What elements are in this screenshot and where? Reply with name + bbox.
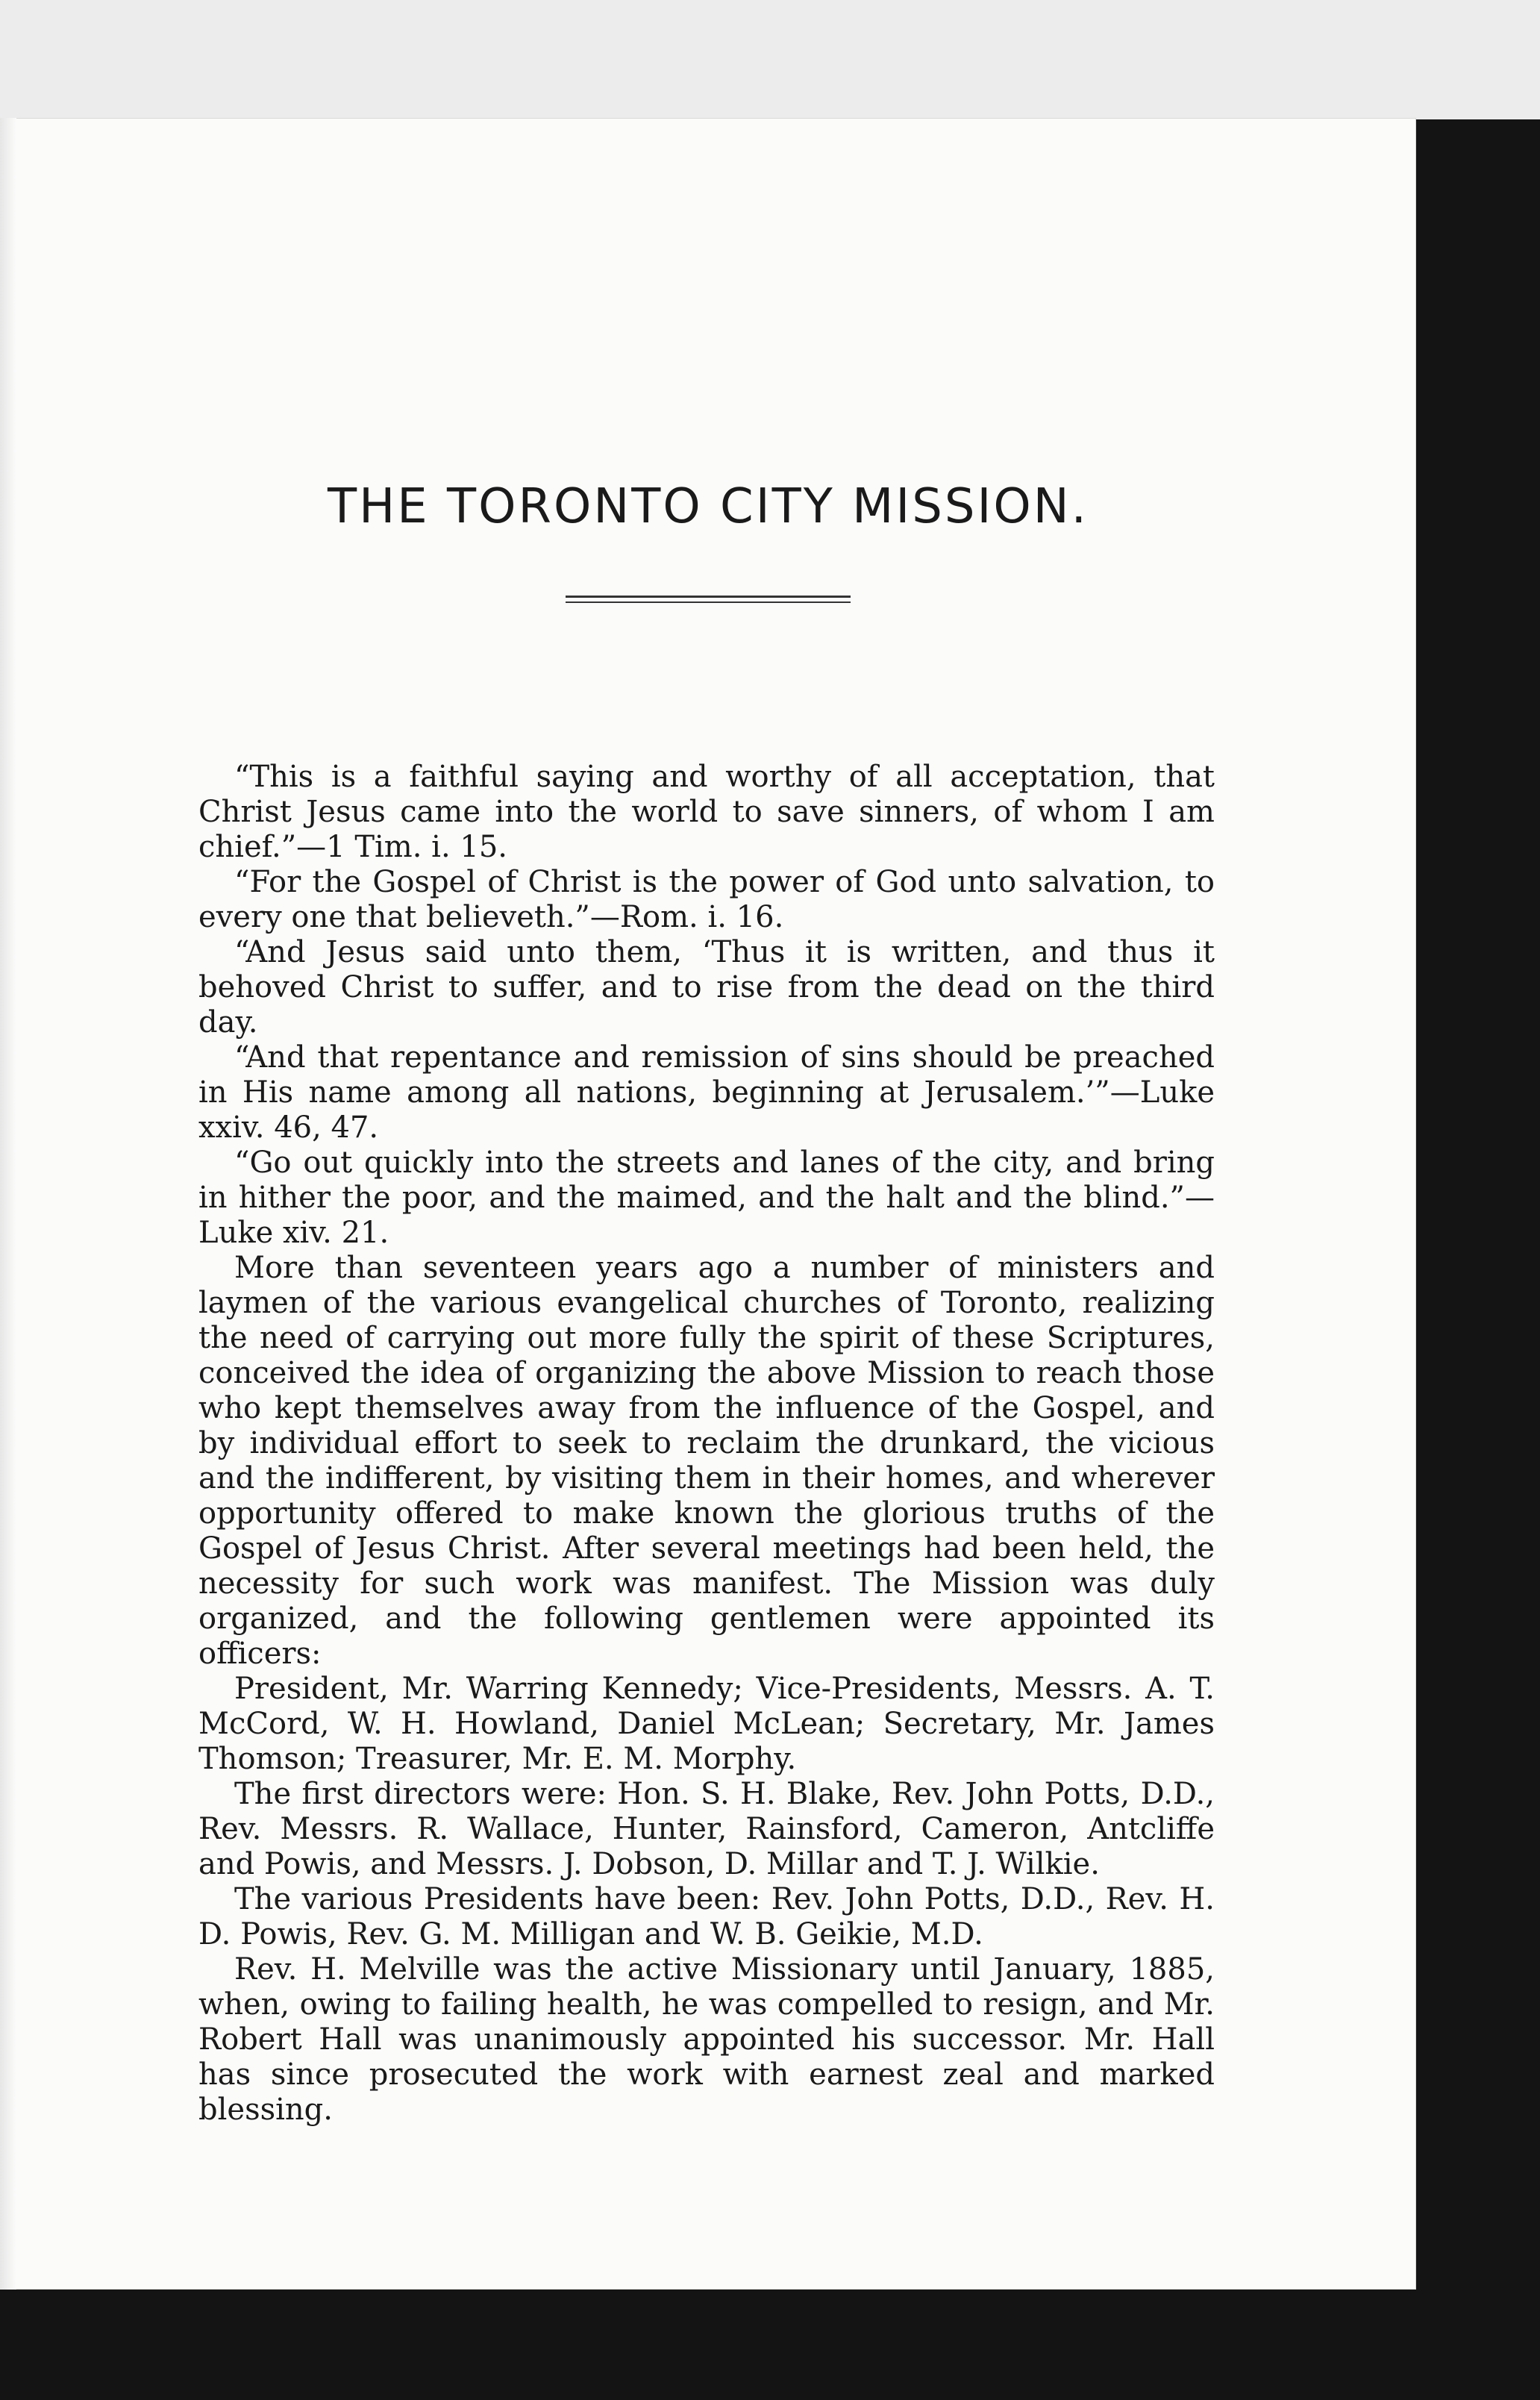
paragraph-scripture-1: “This is a faithful saying and worthy of all acceptation, that Christ Jesus came into the world to save sinners, of whom I am chief.”—1 Tim. i. 15.	[198, 760, 1215, 864]
title-divider	[566, 596, 851, 603]
paragraph-officers: President, Mr. Warring Kennedy; Vice-Presidents, Messrs. A. T. McCord, W. H. Howland, Daniel McLean; Secretary, Mr. James Thomson; Treasurer, Mr. E. M. Morphy.	[198, 1672, 1215, 1776]
paragraph-scripture-3: “And Jesus said unto them, ‘Thus it is written, and thus it behoved Christ to suffer, and to rise from the dead on the third day.	[198, 935, 1215, 1040]
paragraph-missionaries: Rev. H. Melville was the active Missionary until January, 1885, when, owing to failing health, he was compelled to resign, and Mr. Robert Hall was unanimously appointed his successor. Mr. Hall has since prosecuted the work with earnest zeal and marked blessing.	[198, 1952, 1215, 2127]
body-text	[198, 760, 1215, 2128]
document-page	[0, 118, 1416, 2290]
page-binding-edge	[0, 118, 16, 2290]
page-title: THE TORONTO CITY MISSION.	[328, 479, 1089, 534]
paragraph-scripture-2: “For the Gospel of Christ is the power of God unto salvation, to every one that believeth.”—Rom. i. 16.	[198, 865, 1215, 934]
paragraph-history: More than seventeen years ago a number of ministers and laymen of the various evangelical churches of Toronto, realizing the need of carrying out more fully the spirit of these Scriptures, conceived the idea of organizing the above Mission to reach those who kept themselves away from the influence of the Gospel, and by individual effort to seek to reclaim the drunkard, the vicious and the indifferent, by visiting them in their homes, and wherever opportunity offered to make known the glorious truths of the Gospel of Jesus Christ. After several meetings had been held, the necessity for such work was manifest. The Mission was duly organized, and the following gentlemen were appointed its officers:	[198, 1251, 1215, 1671]
scan-background-top	[0, 0, 1540, 119]
paragraph-scripture-5: “Go out quickly into the streets and lanes of the city, and bring in hither the poor, and the maimed, and the halt and the blind.”—Luke xiv. 21.	[198, 1146, 1215, 1250]
paragraph-presidents: The various Presidents have been: Rev. John Potts, D.D., Rev. H. D. Powis, Rev. G. M. Milligan and W. B. Geikie, M.D.	[198, 1882, 1215, 1951]
paragraph-directors: The first directors were: Hon. S. H. Blake, Rev. John Potts, D.D., Rev. Messrs. R. Wallace, Hunter, Rainsford, Cameron, Antcliffe and Powis, and Messrs. J. Dobson, D. Millar and T. J. Wilkie.	[198, 1777, 1215, 1881]
paragraph-scripture-4: “And that repentance and remission of sins should be preached in His name among all nations, beginning at Jerusalem.’”—Luke xxiv. 46, 47.	[198, 1040, 1215, 1145]
